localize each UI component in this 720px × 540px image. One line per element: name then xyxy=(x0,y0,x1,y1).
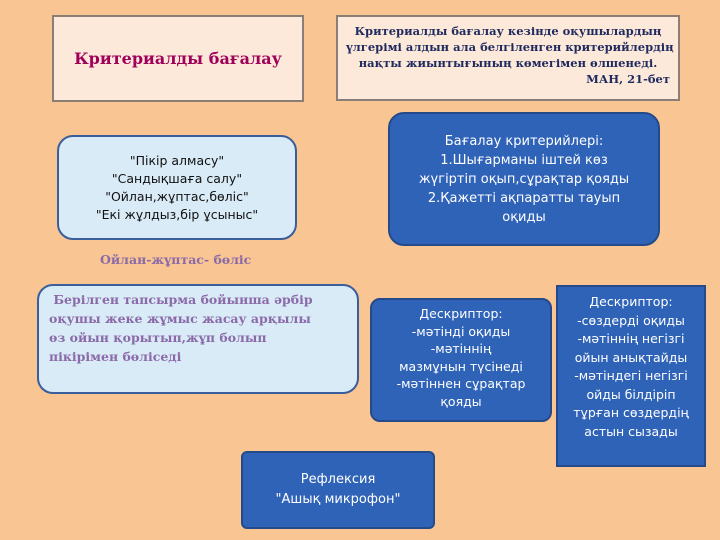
method-item: "Екі жұлдыз,бір ұсыныс" xyxy=(95,206,259,222)
criteria-line: жүгіртіп оқып,сұрақтар қояды xyxy=(418,171,630,187)
task-line: өз ойын қорытып,жұп болып xyxy=(49,330,267,345)
criteria-line: оқиды xyxy=(502,209,546,225)
method-subheading: Ойлан-жұптас- бөліс xyxy=(100,252,252,267)
descriptor-line: мазмұнын түсінеді xyxy=(399,358,523,374)
criteria-line: 1.Шығарманы іштей көз xyxy=(440,152,608,168)
descriptor-line: -мәтіннен сұрақтар xyxy=(396,376,526,391)
reflection-heading: Рефлексия xyxy=(300,472,376,487)
descriptor-line: тұрған сөздердің xyxy=(573,405,689,420)
descriptor-box-1 xyxy=(370,298,552,422)
method-item: "Пікір алмасу" xyxy=(129,152,225,168)
criteria-box xyxy=(388,112,660,246)
task-line: пікірімен бөліседі xyxy=(49,349,182,364)
descriptor-line: -мәтінді оқиды xyxy=(411,323,511,339)
descriptor-line: астын сызады xyxy=(584,423,678,439)
task-line: Берілген тапсырма бойынша әрбір xyxy=(49,292,313,307)
reflection-method: "Ашық микрофон" xyxy=(275,492,401,507)
quote-line: Критериалды бағалау кезінде оқушылардың xyxy=(354,24,662,38)
descriptor-heading: Дескриптор: xyxy=(419,306,503,321)
descriptor-box-2 xyxy=(556,285,706,467)
descriptor-line: -мәтіннің xyxy=(430,341,492,356)
title-box xyxy=(52,15,304,102)
descriptor-line: қояды xyxy=(440,393,482,409)
method-item: "Ойлан,жұптас,бөліс" xyxy=(105,188,249,204)
descriptor-heading: Дескриптор: xyxy=(589,294,673,309)
quote-line: үлгерімі алдын ала белгіленген критерийлердің xyxy=(346,40,674,54)
task-line: оқушы жеке жұмыс жасау арқылы xyxy=(49,311,311,326)
methods-box xyxy=(57,135,297,240)
reflection-box xyxy=(241,451,435,529)
quote-line: нақты жиынтығының көмегімен өлшенеді. xyxy=(358,56,658,70)
descriptor-line: -мәтіннің негізгі xyxy=(577,331,685,346)
definition-quote-box xyxy=(336,15,680,101)
method-item: "Сандықшаға салу" xyxy=(111,170,243,186)
quote-source: МАН, 21-бет xyxy=(586,72,670,86)
page-title: Критериалды бағалау xyxy=(74,49,282,68)
criteria-heading: Бағалау критерийлері: xyxy=(444,133,604,149)
descriptor-line: -мәтіндегі негізгі xyxy=(574,368,688,383)
criteria-line: 2.Қажетті ақпаратты тауып xyxy=(427,190,621,206)
descriptor-line: ойын анықтайды xyxy=(574,349,688,365)
descriptor-line: -сөздерді оқиды xyxy=(577,312,685,328)
descriptor-line: ойды білдіріп xyxy=(586,386,676,402)
task-box xyxy=(37,284,359,394)
